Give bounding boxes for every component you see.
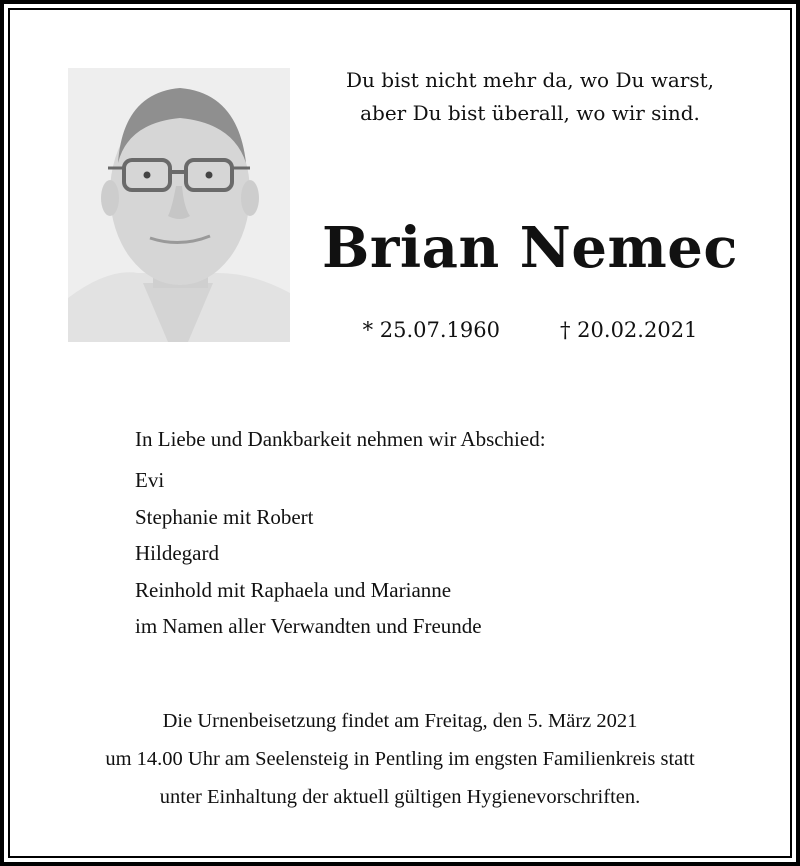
family-section (135, 422, 546, 645)
life-dates (310, 318, 750, 342)
portrait-photo (68, 68, 290, 342)
memorial-verse (310, 64, 750, 130)
family-member: im Namen aller Verwandten und Freunde (135, 614, 482, 638)
funeral-notice (16, 702, 784, 816)
verse-line-1: Du bist nicht mehr da, wo Du warst, (346, 68, 714, 92)
family-member: Evi (135, 468, 165, 492)
funeral-line-1: Die Urnenbeisetzung findet am Freitag, den 5. März 2021 (162, 710, 638, 732)
family-member: Hildegard (135, 541, 219, 565)
family-member: Reinhold mit Raphaela und Marianne (135, 577, 452, 602)
family-member: Stephanie mit Robert (135, 504, 314, 529)
birth-date: * 25.07.1960 (362, 318, 500, 342)
farewell-intro: In Liebe und Dankbarkeit nehmen wir Abschied: (135, 427, 546, 451)
death-date: † 20.02.2021 (560, 318, 698, 342)
portrait-image (68, 68, 290, 342)
funeral-line-2: um 14.00 Uhr am Seelensteig in Pentling im engsten Familienkreis statt (105, 748, 695, 770)
verse-line-2: aber Du bist überall, wo wir sind. (360, 101, 700, 125)
funeral-line-3: unter Einhaltung der aktuell gültigen Hygienevorschriften. (159, 786, 641, 808)
deceased-name: Brian Nemec (322, 215, 738, 281)
